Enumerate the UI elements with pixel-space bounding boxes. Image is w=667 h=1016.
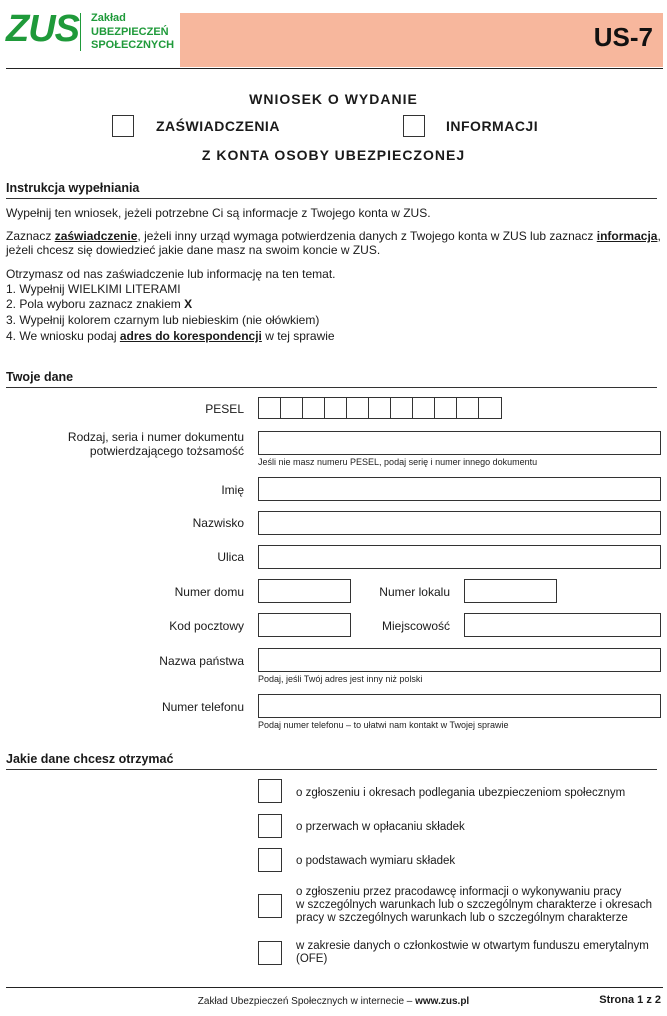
last-name-label: Nazwisko (192, 516, 244, 530)
instructions-p1: Wypełnij ten wniosek, jeżeli potrzebne Ci są informacje z Twojego konta w ZUS. (6, 206, 431, 220)
opt5-line-2: (OFE) (296, 953, 328, 965)
id-document-label (68, 430, 244, 458)
pesel-digit-box[interactable] (435, 398, 457, 418)
pesel-digit-box[interactable] (259, 398, 281, 418)
opt-insurance-periods-checkbox[interactable] (258, 779, 282, 803)
form-subtitle: Z KONTA OSOBY UBEZPIECZONEJ (201, 147, 466, 163)
flat-number-label: Numer lokalu (379, 585, 450, 599)
item4-text-c: w tej sprawie (261, 329, 335, 343)
header-rule (6, 68, 663, 69)
page-number: Strona 1 z 2 (599, 994, 661, 1006)
information-option-label: INFORMACJI (446, 118, 539, 134)
instructions-p2 (6, 229, 661, 257)
logo-divider (80, 13, 81, 51)
flat-number-input[interactable] (464, 579, 557, 603)
house-number-input[interactable] (258, 579, 351, 603)
zus-logo-text: ZUS (6, 8, 79, 50)
opt-payment-gaps-checkbox[interactable] (258, 814, 282, 838)
org-name-line-3: SPOŁECZNYCH (91, 39, 175, 51)
opt4-line-1: o zgłoszeniu przez pracodawcę informacji o wykonywaniu pracy (296, 886, 622, 898)
org-name (91, 12, 174, 53)
postal-code-label: Kod pocztowy (169, 619, 244, 633)
first-name-label: Imię (221, 483, 244, 497)
p2-text-f: jeżeli chcesz się dowiedzieć jakie dane masz na swoim koncie w ZUS. (6, 243, 381, 257)
house-number-label: Numer domu (174, 585, 244, 599)
pesel-digit-box[interactable] (391, 398, 413, 418)
instructions-p3: Otrzymasz od nas zaświadczenie lub informację na ten temat. (6, 267, 336, 281)
pesel-digit-box[interactable] (347, 398, 369, 418)
p2-text-a: Zaznacz (6, 229, 55, 243)
p2-text-e: , (657, 229, 661, 243)
first-name-input[interactable] (258, 477, 661, 501)
opt4-line-3: pracy w szczególnych warunkach lub o szczególnym charakterze (296, 912, 628, 924)
last-name-input[interactable] (258, 511, 661, 535)
pesel-digit-box[interactable] (303, 398, 325, 418)
opt-insurance-periods-label: o zgłoszeniu i okresach podlegania ubezpieczeniom społecznym (296, 787, 626, 799)
opt-contribution-basis-checkbox[interactable] (258, 848, 282, 872)
instructions-heading: Instrukcja wypełniania (6, 181, 657, 199)
pesel-label: PESEL (205, 402, 244, 416)
instructions-item-1: 1. Wypełnij WIELKIMI LITERAMI (6, 282, 181, 296)
phone-label: Numer telefonu (161, 700, 244, 714)
opt-special-conditions-checkbox[interactable] (258, 894, 282, 918)
pesel-digit-box[interactable] (369, 398, 391, 418)
data-request-heading: Jakie dane chcesz otrzymać (6, 752, 657, 770)
certificate-option-label: ZAŚWIADCZENIA (156, 118, 280, 134)
header-band (180, 13, 663, 67)
information-checkbox[interactable] (403, 115, 425, 137)
instructions-item-2 (6, 297, 192, 311)
form-code: US-7 (593, 22, 653, 52)
opt-payment-gaps-label: o przerwach w opłacaniu składek (296, 821, 465, 833)
instructions-item-4 (6, 329, 335, 343)
footer-website (0, 996, 667, 1007)
item2-mark: X (184, 297, 193, 311)
item4-address-term: adres do korespondencji (119, 329, 262, 343)
pesel-digit-box[interactable] (281, 398, 303, 418)
opt-special-conditions-label (296, 886, 661, 925)
opt-ofe-checkbox[interactable] (258, 941, 282, 965)
opt4-line-2: w szczególnych warunkach lub o szczególnym charakterze i okresach (296, 899, 653, 911)
country-hint: Podaj, jeśli Twój adres jest inny niż polski (258, 674, 423, 684)
item4-text-a: 4. We wniosku podaj (6, 329, 120, 343)
city-input[interactable] (464, 613, 661, 637)
certificate-checkbox[interactable] (112, 115, 134, 137)
id-document-input[interactable] (258, 431, 661, 455)
p2-certificate-term: zaświadczenie (54, 229, 138, 243)
pesel-digit-box[interactable] (325, 398, 347, 418)
footer-rule (6, 987, 663, 988)
footer-website-link[interactable]: www.zus.pl (415, 996, 470, 1007)
personal-data-heading: Twoje dane (6, 370, 657, 388)
org-name-line-2: UBEZPIECZEŃ (91, 25, 169, 38)
phone-hint: Podaj numer telefonu – to ułatwi nam kontakt w Twojej sprawie (258, 720, 509, 730)
opt-contribution-basis-label: o podstawach wymiaru składek (296, 855, 456, 867)
org-name-line-1: Zakład (91, 12, 126, 24)
p2-information-term: informacja (596, 229, 658, 243)
opt-ofe-label (296, 940, 661, 966)
phone-input[interactable] (258, 694, 661, 718)
pesel-input[interactable] (258, 397, 502, 419)
postal-code-input[interactable] (258, 613, 351, 637)
id-document-hint: Jeśli nie masz numeru PESEL, podaj serię i numer innego dokumentu (258, 457, 538, 467)
country-label: Nazwa państwa (159, 654, 244, 668)
country-input[interactable] (258, 648, 661, 672)
street-label: Ulica (217, 550, 244, 564)
form-title: WNIOSEK O WYDANIE (249, 91, 418, 107)
instructions-item-3: 3. Wypełnij kolorem czarnym lub niebieskim (nie ołówkiem) (6, 313, 320, 327)
id-document-label-line-1: Rodzaj, seria i numer dokumentu (67, 430, 244, 444)
p2-text-c: , jeżeli inny urząd wymaga potwierdzenia danych z Twojego konta w ZUS lub zaznacz (137, 229, 597, 243)
pesel-digit-box[interactable] (413, 398, 435, 418)
opt5-line-1: w zakresie danych o członkostwie w otwartym funduszu emerytalnym (296, 940, 649, 952)
pesel-digit-box[interactable] (457, 398, 479, 418)
city-label: Miejscowość (381, 619, 450, 633)
street-input[interactable] (258, 545, 661, 569)
pesel-digit-box[interactable] (479, 398, 501, 418)
footer-website-text: Zakład Ubezpieczeń Społecznych w internecie – (197, 996, 416, 1007)
item2-text: 2. Pola wyboru zaznacz znakiem (6, 297, 185, 311)
id-document-label-line-2: potwierdzającego tożsamość (89, 444, 244, 458)
